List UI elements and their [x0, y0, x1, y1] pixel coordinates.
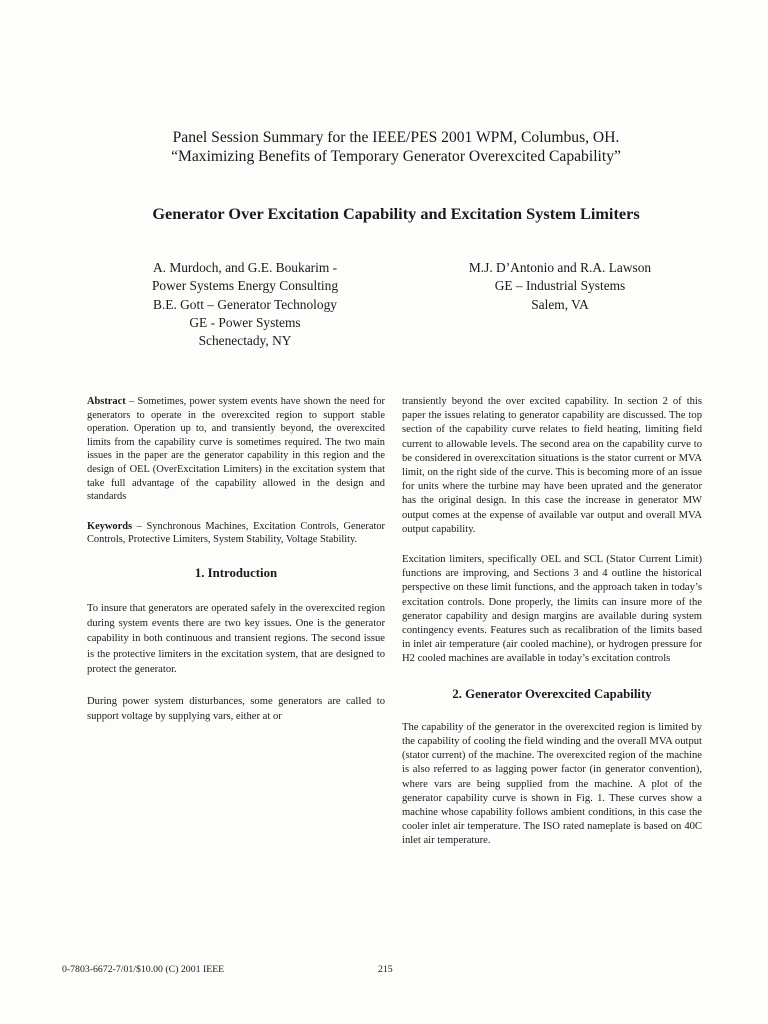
keywords-label: Keywords — [87, 520, 133, 532]
body-paragraph-1: transiently beyond the over excited capability. In section 2 of this paper the issues relating to generator capability are discussed. The top section of the capability curve relates to field heating, limiting field current to allowable levels. The second area on the capability curve to be considered in overexcitation situations is the stator current or MVA limit, on the right side of the curve. This is becoming more of an issue for units where the turbine may have been uprated and the generator has the original design. In this case the increase in generator MW output comes at the expense of available var output and overall MVA output capability. — [402, 396, 702, 535]
author-line: M.J. D’Antonio and R.A. Lawson — [468, 260, 652, 275]
affiliation-line: GE – Industrial Systems — [494, 278, 626, 294]
session-line-1: Panel Session Summary for the IEEE/PES 2001 WPM, Columbus, OH. — [172, 129, 620, 146]
paper-title: Generator Over Excitation Capability and Excitation System Limiters — [152, 204, 640, 223]
abstract-text: – Sometimes, power system events have shown the need for generators to operate in the overexcited region to support stable operation. Operation up to, and transiently beyond, the overexcited limits from the capability curve is sometimes required. The two main issues in the paper are the generator capability in this region and the design of OEL (OverExcitation Limiters) in the excitation system that take full advantage of the capability allowed in the design and standards — [87, 396, 385, 503]
abstract-label: Abstract — [87, 396, 126, 407]
footer-copyright: 0-7803-6672-7/01/$10.00 (C) 2001 IEEE — [62, 964, 225, 975]
affiliation-line: GE - Power Systems — [189, 314, 301, 330]
session-header — [0, 128, 768, 166]
keywords-paragraph — [87, 520, 385, 547]
body-paragraph-3: The capability of the generator in the overexcited region is limited by the capability of cooling the field winding and the overall MVA output (stator current) of the machine. The overexcited region of the machine is also referred to as lagging power factor (in generator convention), where vars are being supplied from the machine. A plot of the generator capability curve is shown in Fig. 1. These curves show a machine whose capability follows ambient conditions, in this case the cooler inlet air temperature. The ISO rated nameplate is based on 40C inlet air temperature. — [402, 721, 702, 847]
author-line: A. Murdoch, and G.E. Boukarim - — [152, 260, 338, 275]
author-line: B.E. Gott – Generator Technology — [152, 296, 337, 312]
intro-paragraph-1: To insure that generators are operated safely in the overexcited region during system events there are two key issues. One is the generator capability in both continuous and transient regions. The second issue is the protective limiters in the excitation system, that are designed to protect the generator. — [87, 602, 385, 676]
section-heading-introduction: 1. Introduction — [194, 565, 278, 580]
intro-paragraph-2: During power system disturbances, some generators are called to support voltage by supplying vars, either at or — [87, 695, 385, 722]
session-line-2: “Maximizing Benefits of Temporary Generator Overexcited Capability” — [171, 148, 621, 165]
page-number: 215 — [378, 964, 393, 975]
authors-right-block — [440, 259, 680, 314]
affiliation-line: Power Systems Energy Consulting — [151, 278, 339, 294]
body-paragraph-2: Excitation limiters, specifically OEL and SCL (Stator Current Limit) functions are improving, and Sections 3 and 4 outline the historical perspective on these limit functions, and the approach taken in today’s excitation controls. Done properly, the limits can insure more of the generator capability and design margins are available during system contingency events. Features such as recalibration of the limits based in inlet air temperature (air cooled machine), or hydrogen pressure for H2 cooled machines are available in today’s excitation controls — [402, 554, 702, 665]
abstract-paragraph — [87, 395, 385, 504]
keywords-text: – Synchronous Machines, Excitation Controls, Generator Controls, Protective Limiters, System Stability, Voltage Stability. — [87, 520, 385, 546]
location-line: Schenectady, NY — [198, 333, 292, 349]
authors-left-block — [110, 259, 380, 350]
right-column — [402, 395, 702, 865]
left-column — [87, 395, 385, 740]
location-line: Salem, VA — [531, 296, 589, 312]
section-heading-overexcited-capability: 2. Generator Overexcited Capability — [452, 686, 652, 701]
